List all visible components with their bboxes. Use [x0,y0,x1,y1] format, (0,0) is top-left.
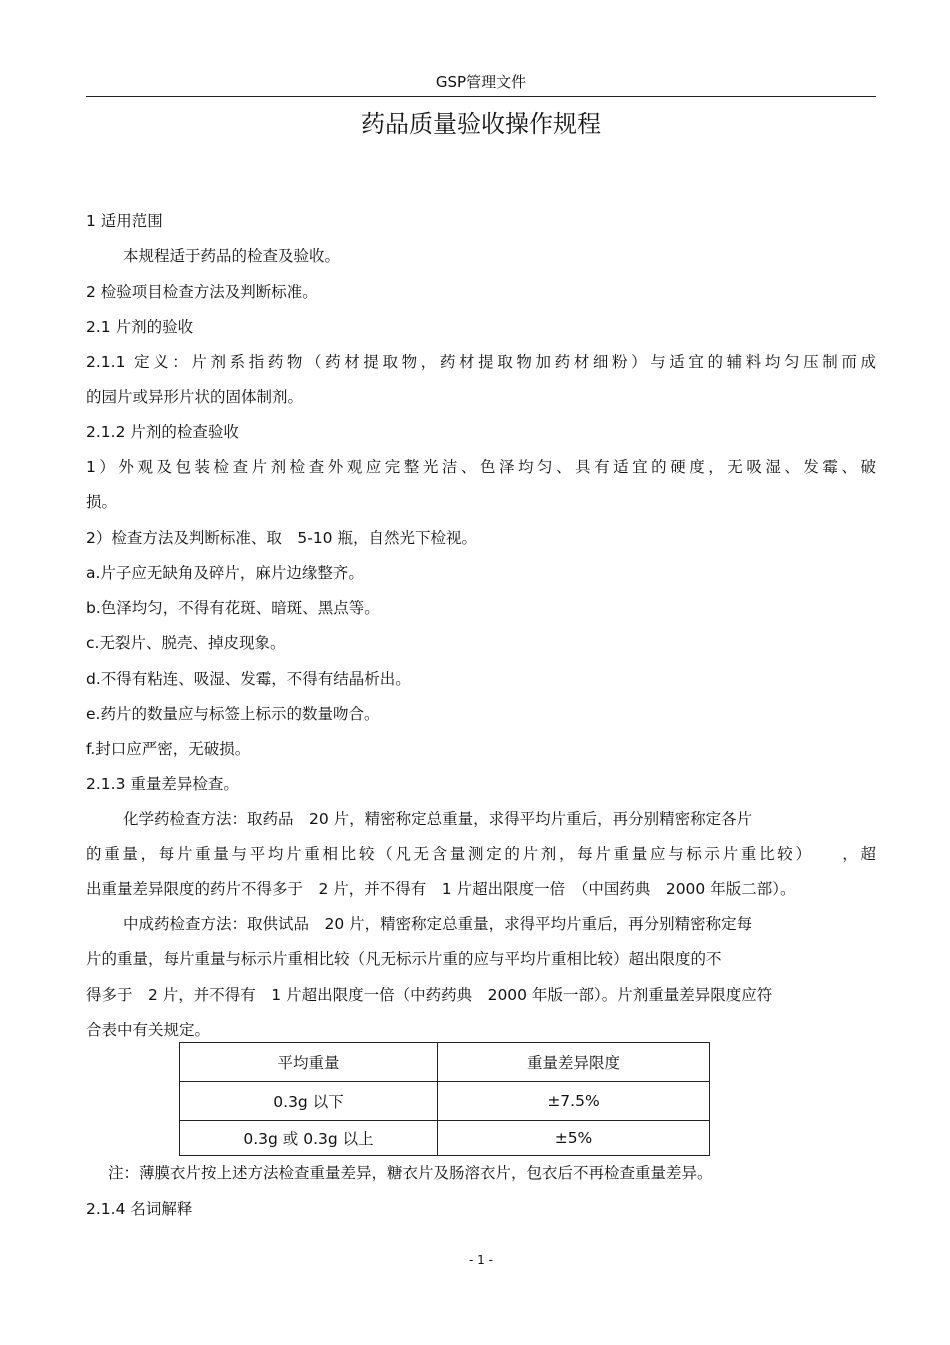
list-item: a.片子应无缺角及碎片，麻片边缘整齐。 [86,564,364,582]
paragraph-line: 中成药检查方法：取供试品 20 片，精密称定总重量，求得平均片重后，再分别精密称定每 [123,915,753,933]
table-cell: 0.3g 或 0.3g 以上 [180,1121,438,1156]
section-heading: 2 检验项目检查方法及判断标准。 [86,283,318,301]
paragraph-line: 的重量，每片重量与平均片重相比较（凡无含量测定的片剂，每片重量应与标示片重比较） ，超 [86,845,876,863]
note-line: 注：薄膜衣片按上述方法检查重量差异，糖衣片及肠溶衣片，包衣后不再检查重量差异。 [108,1164,713,1182]
paragraph-line: 出重量差异限度的药片不得多于 2 片，并不得有 1 片超出限度一倍 （中国药典 2000 年版二部）。 [86,880,796,898]
table-header-row [180,1043,710,1082]
list-item: d.不得有粘连、吸湿、发霉，不得有结晶析出。 [86,670,411,688]
paragraph-line: 化学药检查方法：取药品 20 片，精密称定总重量，求得平均片重后，再分别精密称定各片 [123,810,753,828]
document-title: 药品质量验收操作规程 [361,110,601,138]
paragraph-line: 片的重量，每片重量与标示片重相比较（凡无标示片重的应与平均片重相比较）超出限度的不 [86,950,722,968]
table-header-cell: 平均重量 [180,1043,438,1082]
header-divider [86,96,876,97]
paragraph-line: 1）外观及包装检查片剂检查外观应完整光洁、色泽均匀、具有适宜的硬度，无吸湿、发霉、破 [86,458,876,476]
paragraph-line: 得多于 2 片，并不得有 1 片超出限度一倍（中药药典 2000 年版一部）。片剂重量差异限度应符 [86,986,773,1004]
list-item: c.无裂片、脱壳、掉皮现象。 [86,634,286,652]
list-item: f.封口应严密，无破损。 [86,740,251,758]
table-row [180,1082,710,1121]
paragraph-line: 2）检查方法及判断标准、取 5-10 瓶，自然光下检视。 [86,529,477,547]
paragraph-line: 2.1.1 定义：片剂系指药物（药材提取物，药材提取物加药材细粉）与适宜的辅料均匀压制而成 [86,353,876,371]
document-header: GSP管理文件 [435,73,527,91]
section-heading: 2.1.2 片剂的检查验收 [86,423,239,441]
weight-variation-table [179,1042,710,1156]
page-number: - 1 - [469,1253,493,1267]
list-item: b.色泽均匀，不得有花斑、暗斑、黑点等。 [86,599,380,617]
section-heading: 2.1.4 名词解释 [86,1200,193,1218]
table-cell: ±7.5% [438,1082,710,1121]
list-item: e.药片的数量应与标签上标示的数量吻合。 [86,705,380,723]
table-header-cell: 重量差异限度 [438,1043,710,1082]
paragraph-line: 合表中有关规定。 [86,1021,211,1039]
paragraph-line: 本规程适于药品的检查及验收。 [123,247,341,265]
section-heading: 2.1 片剂的验收 [86,318,194,336]
section-heading: 2.1.3 重量差异检查。 [86,775,239,793]
table-cell: ±5% [438,1121,710,1156]
paragraph-line: 损。 [86,493,118,511]
table-row [180,1121,710,1156]
table-cell: 0.3g 以下 [180,1082,438,1121]
section-heading: 1 适用范围 [86,212,163,230]
paragraph-line: 的园片或异形片状的固体制剂。 [86,388,304,406]
